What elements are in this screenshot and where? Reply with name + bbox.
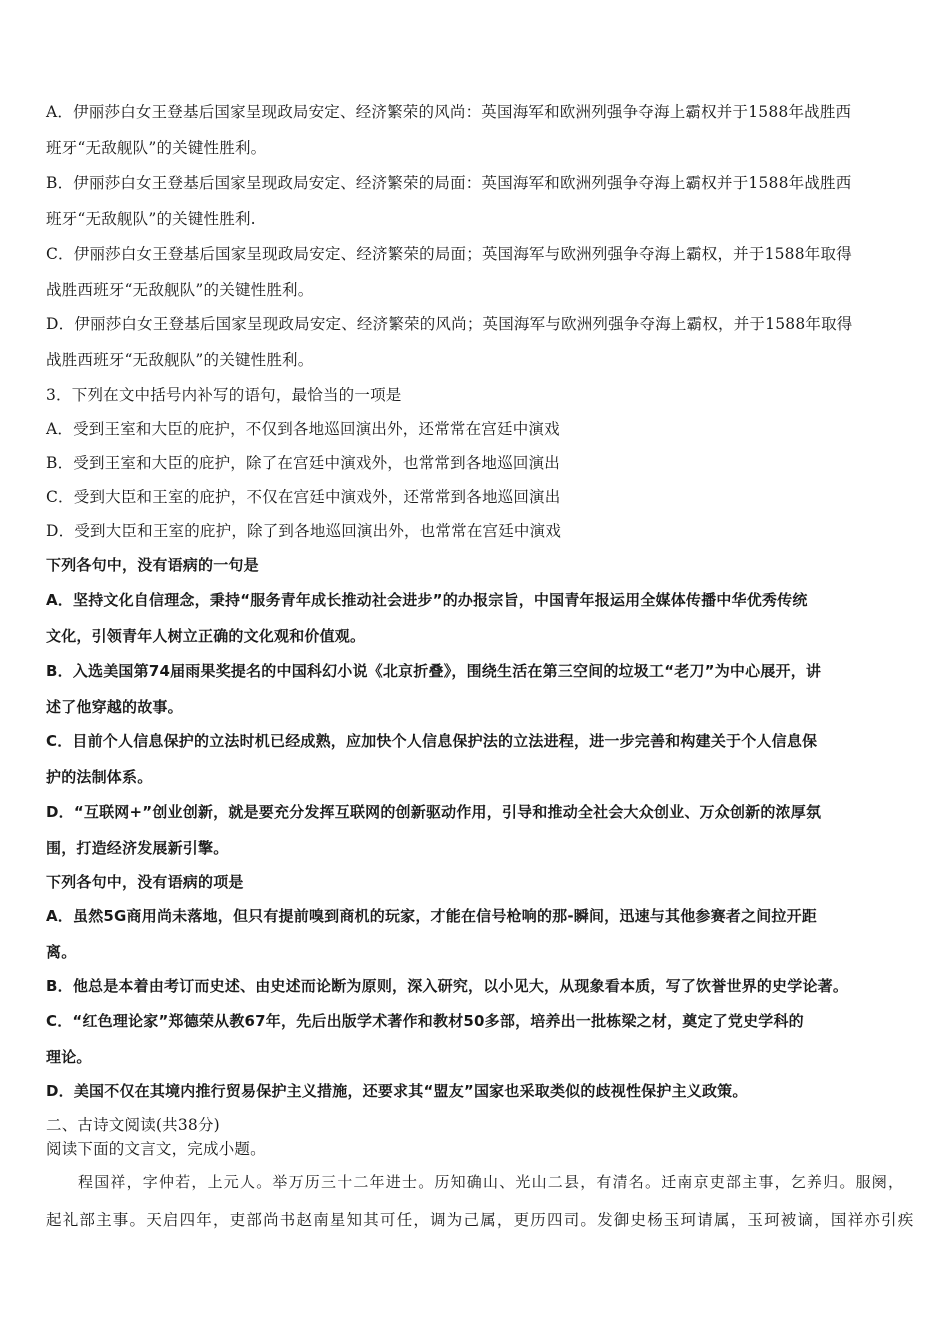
- q2-option-a-line2: 班牙“无敌舰队”的关键性胜利。: [46, 139, 267, 157]
- q5-option-c-line1: C．“红色理论家”郑德荣从教67年，先后出版学术著作和教材50多部，培养出一批栋梁之材，奠定了党史学科的: [46, 1012, 804, 1030]
- q5-option-c-line2: 理论。: [46, 1048, 92, 1066]
- q4-option-a-line1: A．坚持文化自信理念，秉持“服务青年成长推动社会进步”的办报宗旨，中国青年报运用全媒体传播中华优秀传统: [46, 591, 808, 609]
- passage-line2: 起礼部主事。天启四年，吏部尚书赵南星知其可任，调为己属，更历四司。发御史杨玉珂请属，玉珂被谪，国祥亦引疾: [46, 1211, 915, 1229]
- q4-option-b-line2: 述了他穿越的故事。: [46, 698, 183, 716]
- q5-option-a-line1: A．虽然5G商用尚未落地，但只有提前嗅到商机的玩家，才能在信号枪响的那-瞬间，迅速与其他参赛者之间拉开距: [46, 907, 817, 925]
- section2-instruction: 阅读下面的文言文，完成小题。: [46, 1140, 266, 1158]
- q2-option-b-line1: B．伊丽莎白女王登基后国家呈现政局安定、经济繁荣的局面：英国海军和欧洲列强争夺海上霸权并于1588年战胜西: [46, 174, 852, 192]
- q4-option-c-line2: 护的法制体系。: [46, 768, 153, 786]
- q4-stem: 下列各句中，没有语病的一句是: [46, 556, 259, 574]
- q5-option-d: D．美国不仅在其境内推行贸易保护主义措施，还要求其“盟友”国家也采取类似的歧视性保护主义政策。: [46, 1082, 748, 1100]
- q3-option-c: C．受到大臣和王室的庇护，不仅在宫廷中演戏外，还常常到各地巡回演出: [46, 488, 561, 506]
- q3-option-b: B．受到王室和大臣的庇护，除了在宫廷中演戏外，也常常到各地巡回演出: [46, 454, 560, 472]
- q5-option-b: B．他总是本着由考订而史述、由史述而论断为原则，深入研究，以小见大，从现象看本质，写了饮誉世界的史学论著。: [46, 977, 849, 995]
- section2-title: 二、古诗文阅读(共38分): [46, 1116, 220, 1134]
- q2-option-d-line2: 战胜西班牙“无敌舰队”的关键性胜利。: [46, 351, 314, 369]
- q3-option-d: D．受到大臣和王室的庇护，除了到各地巡回演出外，也常常在宫廷中演戏: [46, 522, 562, 540]
- q5-option-a-line2: 离。: [46, 943, 77, 961]
- q2-option-b-line2: 班牙“无敌舰队”的关键性胜利.: [46, 210, 256, 228]
- q4-option-a-line2: 文化，引领青年人树立正确的文化观和价值观。: [46, 627, 366, 645]
- q5-stem: 下列各句中，没有语病的项是: [46, 873, 244, 891]
- q2-option-a-line1: A．伊丽莎白女王登基后国家呈现政局安定、经济繁荣的风尚：英国海军和欧洲列强争夺海上霸权并于1588年战胜西: [46, 103, 852, 121]
- q2-option-c-line1: C．伊丽莎白女王登基后国家呈现政局安定、经济繁荣的局面；英国海军与欧洲列强争夺海上霸权，并于1588年取得: [46, 245, 852, 263]
- q2-option-c-line2: 战胜西班牙“无敌舰队”的关键性胜利。: [46, 281, 314, 299]
- q2-option-d-line1: D．伊丽莎白女王登基后国家呈现政局安定、经济繁荣的风尚；英国海军与欧洲列强争夺海上霸权，并于1588年取得: [46, 315, 853, 333]
- q4-option-d-line1: D．“互联网+”创业创新，就是要充分发挥互联网的创新驱动作用，引导和推动全社会大众创业、万众创新的浓厚氛: [46, 803, 822, 821]
- q4-option-b-line1: B．入选美国第74届雨果奖提名的中国科幻小说《北京折叠》，围绕生活在第三空间的垃圾工“老刀”为中心展开，讲: [46, 662, 822, 680]
- passage-line1: 程国祥，字仲若，上元人。举万历三十二年进士。历知确山、光山二县，有清名。迁南京吏部主事，乞养归。服阕，: [78, 1173, 905, 1191]
- q4-option-c-line1: C．目前个人信息保护的立法时机已经成熟，应加快个人信息保护法的立法进程，进一步完善和构建关于个人信息保: [46, 732, 818, 750]
- q3-option-a: A．受到王室和大臣的庇护，不仅到各地巡回演出外，还常常在宫廷中演戏: [46, 420, 560, 438]
- q4-option-d-line2: 围，打造经济发展新引擎。: [46, 839, 229, 857]
- q3-stem: 3．下列在文中括号内补写的语句，最恰当的一项是: [46, 386, 402, 404]
